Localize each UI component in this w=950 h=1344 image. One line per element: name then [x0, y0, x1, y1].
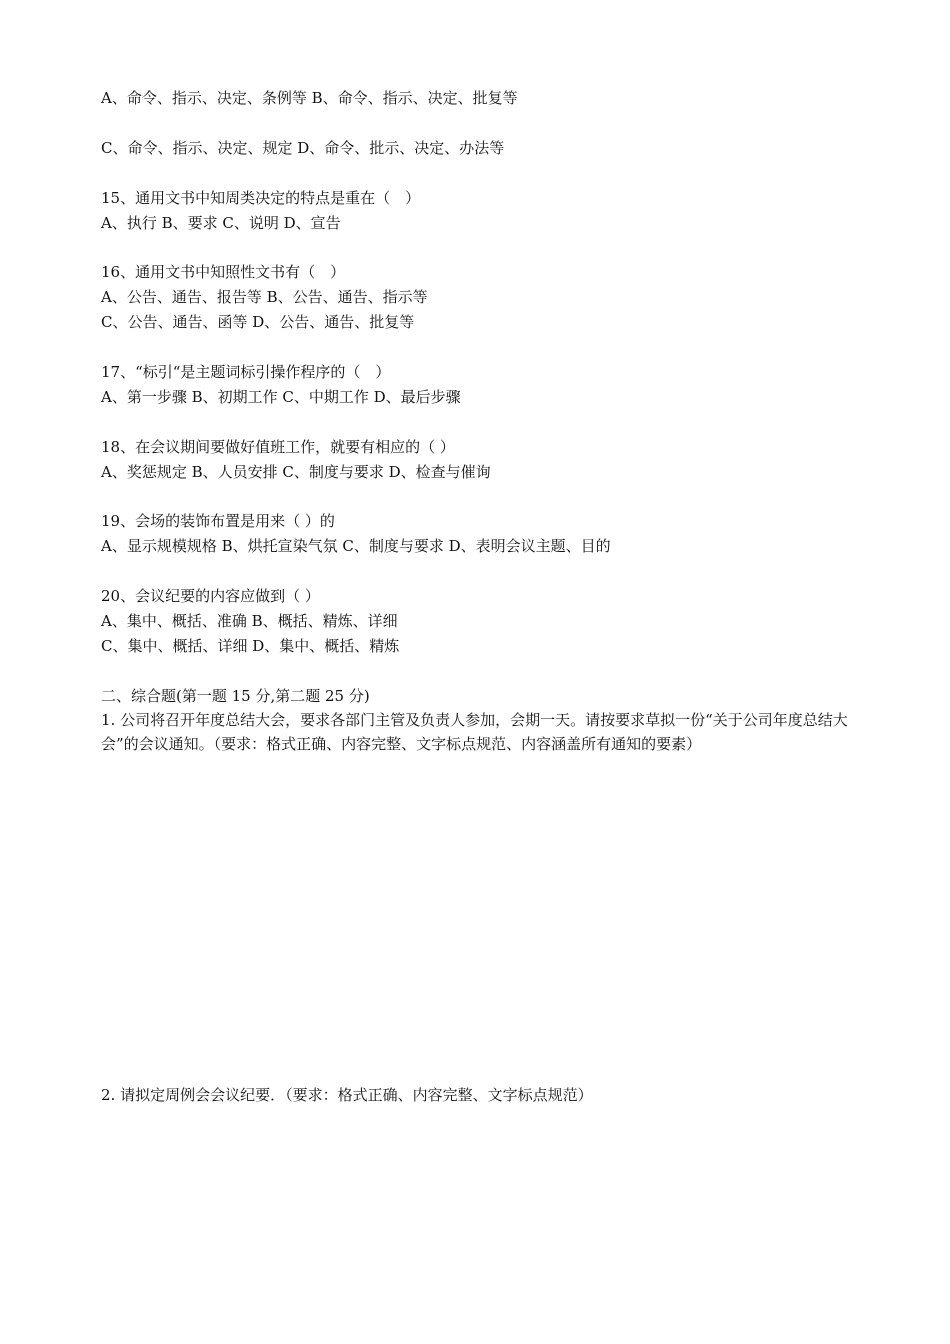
question-18-stem: 18、在会议期间要做好值班工作，就要有相应的（ ） — [101, 438, 455, 456]
question-16-stem: 16、通用文书中知照性文书有（ ） — [101, 263, 346, 281]
essay-question-2: 2. 请拟定周例会会议纪要．（要求：格式正确、内容完整、文字标点规范） — [101, 1086, 593, 1104]
question-20-options-line-2: C、集中、概括、详细 D、集中、概括、精炼 — [101, 637, 400, 655]
question-17-stem: 17、“标引“是主题词标引操作程序的（ ） — [101, 363, 391, 381]
section-2-heading: 二、综合题(第一题 15 分,第二题 25 分) — [101, 687, 370, 705]
question-20-stem: 20、会议纪要的内容应做到（ ） — [101, 587, 320, 605]
essay-question-1: 1. 公司将召开年度总结大会，要求各部门主管及负责人参加，会期一天。请按要求草拟一份“关于公司年度总结大会”的会议通知。（要求：格式正确、内容完整、文字标点规范、内容涵盖所有通知的要素） — [101, 711, 848, 753]
question-19-stem: 19、会场的装饰布置是用来（ ）的 — [101, 512, 335, 530]
prev-question-options-line-1: A、命令、指示、决定、条例等 B、命令、指示、决定、批复等 — [101, 89, 518, 107]
question-15-stem: 15、通用文书中知周类决定的特点是重在（ ） — [101, 189, 421, 207]
question-17-options: A、第一步骤 B、初期工作 C、中期工作 D、最后步骤 — [101, 388, 461, 406]
question-20-options-line-1: A、集中、概括、准确 B、概括、精炼、详细 — [101, 612, 398, 630]
question-19-options: A、显示规模规格 B、烘托宣染气氛 C、制度与要求 D、表明会议主题、目的 — [101, 537, 611, 555]
prev-question-options-line-2: C、命令、指示、决定、规定 D、命令、批示、决定、办法等 — [101, 139, 505, 157]
question-16-options-line-2: C、公告、通告、函等 D、公告、通告、批复等 — [101, 313, 415, 331]
question-18-options: A、奖惩规定 B、人员安排 C、制度与要求 D、检查与催询 — [101, 463, 491, 481]
question-15-options: A、执行 B、要求 C、说明 D、宣告 — [101, 214, 341, 232]
question-16-options-line-1: A、公告、通告、报告等 B、公告、通告、指示等 — [101, 288, 428, 306]
